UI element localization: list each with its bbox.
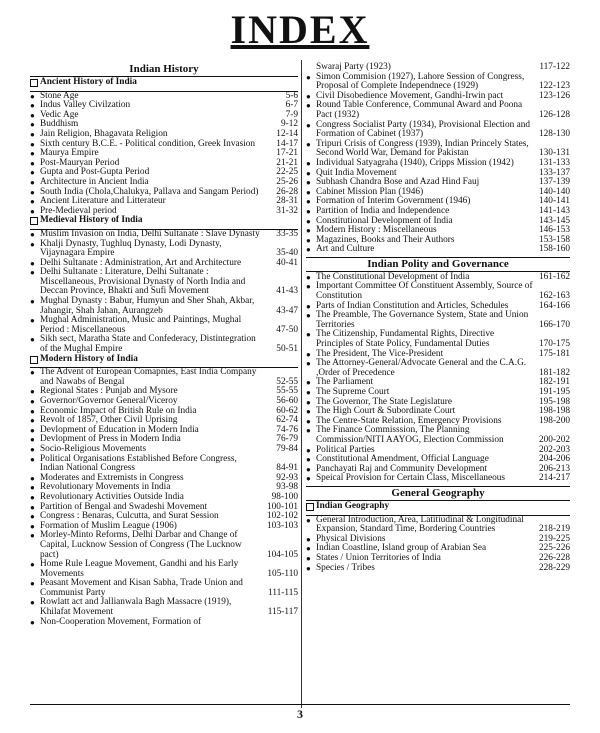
entry-pages: 133-137 bbox=[539, 167, 570, 178]
entry-pages: 122-123 bbox=[539, 81, 570, 92]
bullet-icon: ● bbox=[30, 492, 35, 502]
group-heading-label: Indian Geography bbox=[316, 500, 390, 511]
entry-pages: 153-158 bbox=[539, 234, 570, 245]
entry-text: Art and Culture bbox=[316, 244, 375, 255]
entry-pages: 56-60 bbox=[276, 396, 298, 406]
bullet-icon: ● bbox=[306, 388, 311, 397]
entry-pages: 131-133 bbox=[539, 157, 570, 168]
index-entry bbox=[30, 618, 298, 628]
entry-text: Mughal Administration, Music and Paintings, Mughal Period : Miscellaneous bbox=[40, 315, 242, 335]
bullet-icon: ● bbox=[30, 598, 35, 608]
bullet-icon: ● bbox=[306, 216, 311, 226]
bullet-icon: ● bbox=[30, 258, 35, 268]
bullet-icon: ● bbox=[30, 168, 35, 178]
bullet-icon: ● bbox=[306, 187, 311, 197]
entry-pages: 50-51 bbox=[276, 344, 298, 355]
entry-pages: 26-28 bbox=[276, 186, 298, 197]
entry-pages: 182-191 bbox=[539, 377, 570, 388]
checkbox-icon bbox=[306, 502, 316, 515]
index-entry bbox=[306, 516, 570, 535]
entry-pages: 128-130 bbox=[539, 129, 570, 140]
entry-text: The Citizenship, Fundamental Rights, Directive Principles of State Policy, Fundamental Duties bbox=[316, 329, 495, 350]
entry-pages: 100-101 bbox=[267, 501, 298, 512]
entry-pages: 175-181 bbox=[539, 348, 570, 359]
index-entry bbox=[30, 579, 298, 598]
index-entry bbox=[306, 564, 570, 574]
bullet-icon: ● bbox=[30, 560, 35, 570]
entry-text: Jain Religion, Bhagavata Religion bbox=[40, 128, 168, 139]
page-number: 3 bbox=[297, 707, 303, 721]
bullet-icon: ● bbox=[30, 483, 35, 493]
entry-pages: 140-140 bbox=[539, 186, 570, 197]
bullet-icon: ● bbox=[306, 282, 311, 292]
entry-text: Delhi Sultanate : Administration, Art and Architecture bbox=[40, 257, 242, 268]
entry-pages: 17-21 bbox=[276, 148, 298, 159]
index-entry bbox=[306, 140, 570, 159]
entry-pages: 105-110 bbox=[267, 568, 298, 579]
polity-entries bbox=[306, 273, 570, 484]
entry-pages: 41-43 bbox=[276, 286, 298, 297]
index-entry bbox=[306, 245, 570, 255]
entry-text: Peasant Movement and Kisan Sabha, Trade Union and Communist Party bbox=[40, 578, 243, 598]
entry-pages: 166-170 bbox=[539, 319, 570, 330]
section-title-polity: Indian Polity and Governance bbox=[306, 257, 570, 272]
entry-text: The Centre-State Relation, Emergency Provisions bbox=[316, 415, 502, 426]
index-entry bbox=[30, 268, 298, 297]
bullet-icon: ● bbox=[306, 168, 311, 178]
bullet-icon: ● bbox=[306, 544, 311, 554]
entry-text: Economic Impact of British Rule on India bbox=[40, 405, 197, 416]
entry-text: Panchayati Raj and Community Development bbox=[316, 463, 487, 474]
group-heading-label: Medieval History of India bbox=[40, 215, 143, 226]
section-title-geography: General Geography bbox=[306, 486, 570, 501]
entry-pages: 76-79 bbox=[276, 434, 298, 445]
entry-text: Partition of India and Independence bbox=[316, 205, 450, 216]
entry-text: Round Table Conference, Communal Award and Poona Pact (1932) bbox=[316, 100, 523, 120]
entry-text: Delhi Sultanate : Literature, Delhi Sultanate : Miscellaneous, Provisional Dynasty of North India and Deccan Province, Bhakti and Sufi Movement bbox=[40, 267, 246, 297]
entry-pages: 162-163 bbox=[539, 291, 570, 302]
bullet-icon: ● bbox=[30, 177, 35, 187]
entry-pages: 140-141 bbox=[539, 196, 570, 207]
index-entry bbox=[306, 359, 570, 378]
entry-text: States / Union Territories of India bbox=[316, 552, 441, 563]
entry-pages: 214-217 bbox=[539, 473, 570, 484]
page-title: INDEX bbox=[230, 7, 370, 52]
bullet-icon: ● bbox=[30, 206, 35, 216]
bullet-icon: ● bbox=[30, 129, 35, 139]
bullet-icon: ● bbox=[30, 316, 35, 326]
entry-text: Important Committee Of Constituent Assembly, Source of Constitution bbox=[316, 281, 533, 302]
bullet-icon: ● bbox=[30, 473, 35, 483]
entry-pages: 123-126 bbox=[539, 90, 570, 101]
entry-text: Khalji Dynasty, Tughluq Dynasty, Lodi Dynasty, Vijaynagara Empire bbox=[40, 238, 222, 259]
bullet-icon: ● bbox=[30, 425, 35, 435]
bullet-icon: ● bbox=[306, 515, 311, 525]
entry-pages: 181-182 bbox=[539, 367, 570, 378]
entry-pages: 43-47 bbox=[276, 305, 298, 316]
bullet-icon: ● bbox=[30, 521, 35, 531]
entry-text: Revolt of 1857, Other Civil Uprising bbox=[40, 415, 178, 426]
entry-text: Congress : Benaras, Culcutta, and Surat Session bbox=[40, 511, 219, 522]
entry-pages: 204-206 bbox=[539, 454, 570, 465]
bullet-icon: ● bbox=[306, 330, 311, 340]
entry-pages: 146-153 bbox=[539, 225, 570, 236]
entry-text: The Advent of European Comapnies, East India Company and Nawabs of Bengal bbox=[40, 367, 257, 387]
entry-pages: 111-115 bbox=[268, 587, 298, 598]
index-entry bbox=[30, 240, 298, 259]
entry-pages: 206-213 bbox=[539, 463, 570, 474]
bullet-icon: ● bbox=[30, 158, 35, 168]
entry-pages: 74-76 bbox=[276, 424, 298, 435]
entry-text: Constitutional Amendment, Official Language bbox=[316, 454, 489, 465]
bullet-icon: ● bbox=[30, 531, 35, 541]
entry-text: Stone Age bbox=[40, 90, 79, 101]
bullet-icon: ● bbox=[30, 229, 35, 239]
entry-text: Speical Provision for Certain Class, Miscellaneous bbox=[316, 473, 506, 484]
bullet-icon: ● bbox=[306, 455, 311, 465]
bullet-icon: ● bbox=[30, 368, 35, 378]
entry-text: Ancient Literature and Litterateur bbox=[40, 196, 166, 207]
entry-pages: 198-200 bbox=[539, 415, 570, 426]
checkbox-icon bbox=[30, 78, 40, 91]
entry-pages: 191-195 bbox=[539, 387, 570, 397]
bullet-icon: ● bbox=[306, 397, 311, 407]
entry-pages: 102-102 bbox=[267, 511, 298, 522]
entry-pages: 40-41 bbox=[276, 257, 298, 268]
entry-text: South India (Chola,Chalukya, Pallava and Sangam Period) bbox=[40, 186, 259, 197]
index-entry bbox=[306, 330, 570, 349]
entry-text: Physical Divisions bbox=[316, 533, 386, 544]
entry-pages: 218-219 bbox=[539, 524, 570, 535]
entry-text: The Finance Commisssion, The Planning Commission/NITI AAYOG, Election Commission bbox=[316, 425, 504, 445]
bullet-icon: ● bbox=[306, 445, 311, 455]
bullet-icon: ● bbox=[30, 617, 35, 627]
bullet-icon: ● bbox=[306, 197, 311, 207]
bullet-icon: ● bbox=[30, 239, 35, 249]
group-heading-label: Ancient History of India bbox=[40, 77, 137, 87]
entry-text: The President, The Vice-President bbox=[316, 348, 444, 359]
group-heading bbox=[30, 78, 298, 92]
bullet-icon: ● bbox=[306, 206, 311, 216]
entry-text: Muslim Invasion on India, Delhi Sultanate : Slave Dynasty bbox=[40, 228, 260, 239]
left-column bbox=[30, 63, 298, 627]
entry-text: Subhash Chandra Bose and Azad Hind Fauj bbox=[316, 177, 480, 188]
entry-pages: 6-7 bbox=[285, 100, 298, 111]
entry-text: Simon Commision (1927), Lahore Session of Congress, Proposal of Complete Independnece (1929) bbox=[316, 71, 525, 92]
entry-text: Pre-Medieval period bbox=[40, 205, 117, 216]
index-entry bbox=[30, 316, 298, 335]
bullet-icon: ● bbox=[306, 272, 311, 282]
continued-entries bbox=[306, 63, 570, 255]
entry-pages: 79-84 bbox=[276, 443, 298, 454]
bullet-icon: ● bbox=[306, 301, 311, 311]
entry-text: Species / Tribes bbox=[316, 562, 375, 573]
bullet-icon: ● bbox=[306, 235, 311, 245]
footer-rule bbox=[30, 704, 570, 705]
entry-text: Vedic Age bbox=[40, 109, 79, 120]
bullet-icon: ● bbox=[30, 444, 35, 454]
bullet-icon: ● bbox=[30, 268, 35, 278]
entry-pages: 47-50 bbox=[276, 324, 298, 335]
entry-pages: 33-35 bbox=[276, 228, 298, 239]
checkbox-icon bbox=[30, 216, 40, 229]
bullet-icon: ● bbox=[30, 139, 35, 149]
bullet-icon: ● bbox=[30, 101, 35, 111]
entry-pages: 98-100 bbox=[271, 491, 298, 502]
entry-pages: 103-103 bbox=[267, 520, 298, 531]
entry-text: The Governor, The State Legislature bbox=[316, 396, 453, 407]
left-groups bbox=[30, 78, 298, 627]
bullet-icon: ● bbox=[30, 187, 35, 197]
bullet-icon: ● bbox=[306, 534, 311, 544]
entry-pages: 161-162 bbox=[539, 271, 570, 282]
entry-pages: 115-117 bbox=[267, 607, 298, 618]
entry-pages: 200-202 bbox=[539, 434, 570, 445]
entry-pages: 7-9 bbox=[285, 109, 298, 120]
entry-text: Non-Cooperation Movement, Formation of bbox=[40, 616, 202, 627]
index-entry bbox=[30, 368, 298, 387]
bullet-icon: ● bbox=[30, 387, 35, 397]
entry-text: Home Rule League Movement, Gandhi and his Early Movements bbox=[40, 559, 239, 579]
bullet-icon: ● bbox=[306, 245, 311, 255]
entry-text: Civil Disobedience Movement, Gandhi-Irwin pact bbox=[316, 90, 504, 101]
entry-text: Morley-Minto Reforms, Delhi Darbar and Change of Capital, Lucknow Session of Congress (The Lucknow pact) bbox=[40, 530, 242, 560]
bullet-icon: ● bbox=[306, 91, 311, 101]
bullet-icon: ● bbox=[306, 158, 311, 168]
entry-pages: 104-105 bbox=[267, 549, 298, 560]
group-heading bbox=[30, 216, 298, 230]
entry-text: Partition of Bengal and Swadeshi Movement bbox=[40, 501, 208, 512]
entry-text: Devlopment of Press in Modern India bbox=[40, 434, 181, 445]
entry-pages: 117-122 bbox=[539, 62, 570, 72]
bullet-icon: ● bbox=[306, 378, 311, 388]
entry-pages: 21-21 bbox=[276, 157, 298, 168]
entry-text: Maurya Empire bbox=[40, 148, 99, 159]
entry-text: Political Parties bbox=[316, 444, 375, 455]
entry-pages: 60-62 bbox=[276, 405, 298, 416]
index-entry bbox=[30, 335, 298, 354]
entry-pages: 226-228 bbox=[539, 552, 570, 563]
bullet-icon: ● bbox=[30, 120, 35, 130]
bullet-icon: ● bbox=[306, 474, 311, 484]
entry-text: Individual Satyagraha (1940), Cripps Mission (1942) bbox=[316, 157, 514, 168]
entry-pages: 12-14 bbox=[276, 128, 298, 139]
bullet-icon: ● bbox=[30, 435, 35, 445]
entry-text: Moderates and Extremists in Congress bbox=[40, 472, 184, 483]
bullet-icon: ● bbox=[30, 397, 35, 406]
bullet-icon: ● bbox=[306, 416, 311, 426]
bullet-icon: ● bbox=[30, 406, 35, 416]
section-title-indian-history: Indian History bbox=[30, 63, 298, 77]
entry-pages: 31-32 bbox=[276, 205, 298, 216]
entry-text: Sikh sect, Maratha State and Confederacy, Distintegration of the Mughal Empire bbox=[40, 334, 256, 355]
entry-text: The Attorney-General/Advocate General and the C.A.G. ,Order of Precedence bbox=[316, 358, 527, 378]
bullet-icon: ● bbox=[30, 197, 35, 207]
index-entry bbox=[306, 101, 570, 120]
entry-pages: 158-160 bbox=[539, 244, 570, 255]
entry-pages: 28-31 bbox=[276, 196, 298, 207]
entry-text: The Preamble, The Governance System, State and Union Territories bbox=[316, 310, 529, 330]
entry-text: Architecture in Ancient India bbox=[40, 176, 149, 187]
entry-text: Revolutionary Activities Outside India bbox=[40, 491, 184, 502]
entry-pages: 52-55 bbox=[276, 376, 298, 387]
bullet-icon: ● bbox=[30, 297, 35, 307]
entry-text: Rowlatt act and Jallianwala Bagh Massacre (1919), Khilafat Movement bbox=[40, 597, 232, 618]
entry-pages: 137-139 bbox=[539, 177, 570, 188]
index-entry bbox=[30, 598, 298, 617]
entry-text: Regional States : Punjab and Mysore bbox=[40, 386, 178, 397]
bullet-icon: ● bbox=[30, 454, 35, 464]
entry-pages: 84-91 bbox=[276, 463, 298, 474]
entry-text: Magazines, Books and Their Authors bbox=[316, 234, 455, 245]
entry-pages: 55-55 bbox=[276, 386, 298, 397]
entry-pages: 143-145 bbox=[539, 215, 570, 226]
index-entry bbox=[30, 531, 298, 560]
entry-pages: 92-93 bbox=[276, 472, 298, 483]
entry-text: Indian Coastline, Island group of Arabian Sea bbox=[316, 543, 487, 554]
entry-text: The Constitutional Development of India bbox=[316, 271, 470, 282]
bullet-icon: ● bbox=[30, 512, 35, 522]
index-entry bbox=[306, 426, 570, 445]
entry-pages: 164-166 bbox=[539, 300, 570, 311]
bullet-icon: ● bbox=[306, 226, 311, 236]
index-entry bbox=[306, 282, 570, 301]
bullet-icon: ● bbox=[306, 464, 311, 474]
right-column bbox=[306, 63, 570, 573]
entry-text: Sixth century B.C.E. - Political condition, Greek Invasion bbox=[40, 138, 256, 149]
entry-text: Post-Mauryan Period bbox=[40, 157, 120, 168]
entry-text: Formation of Interim Government (1946) bbox=[316, 196, 471, 207]
entry-text: The High Court & Subordinate Court bbox=[316, 406, 456, 417]
bullet-icon: ● bbox=[306, 359, 311, 369]
entry-pages: 202-203 bbox=[539, 444, 570, 455]
bullet-icon: ● bbox=[306, 563, 311, 573]
index-entry bbox=[306, 474, 570, 484]
entry-text: Mughal Dynasty : Babur, Humyun and Sher Shah, Akbar, Jahangir, Shah Jahan, Aurangzeb bbox=[40, 296, 255, 316]
bullet-icon: ● bbox=[306, 311, 311, 321]
entry-pages: 93-98 bbox=[276, 482, 298, 493]
entry-pages: 5-6 bbox=[285, 90, 298, 101]
index-entry bbox=[306, 121, 570, 140]
bullet-icon: ● bbox=[306, 139, 311, 149]
entry-text: Governor/Governor General/Viceroy bbox=[40, 396, 178, 406]
entry-text: Socio-Religious Movements bbox=[40, 443, 147, 454]
entry-text: Quit India Movement bbox=[316, 167, 397, 178]
bullet-icon: ● bbox=[306, 426, 311, 436]
entry-text: Constitutional Development of India bbox=[316, 215, 453, 226]
geography-entries bbox=[306, 516, 570, 574]
bullet-icon: ● bbox=[306, 553, 311, 563]
index-entry bbox=[306, 73, 570, 92]
entry-text: The Supreme Court bbox=[316, 387, 390, 397]
entry-text: Gupta and Post-Gupta Period bbox=[40, 167, 150, 178]
group-heading-label: Modern History of India bbox=[40, 353, 138, 364]
entry-pages: 62-74 bbox=[276, 415, 298, 426]
entry-pages: 35-40 bbox=[276, 248, 298, 259]
entry-pages: 228-229 bbox=[539, 562, 570, 573]
entry-pages: 195-198 bbox=[539, 396, 570, 407]
index-entry bbox=[30, 455, 298, 474]
entry-text: Cabinet Mission Plan (1946) bbox=[316, 186, 424, 197]
entry-text: Revolutionary Movements in India bbox=[40, 482, 171, 493]
entry-pages: 126-128 bbox=[539, 109, 570, 120]
bullet-icon: ● bbox=[306, 72, 311, 82]
bullet-icon: ● bbox=[30, 110, 35, 120]
entry-text: Congress Socialist Party (1934), Provisional Election and Formation of Cabinet (1937) bbox=[316, 119, 531, 140]
bullet-icon: ● bbox=[30, 335, 35, 345]
index-entry bbox=[306, 311, 570, 330]
entry-pages: 198-198 bbox=[539, 406, 570, 417]
entry-text: Devlopment of Education in Modern India bbox=[40, 424, 199, 435]
entry-pages: 25-26 bbox=[276, 176, 298, 187]
bullet-icon: ● bbox=[306, 101, 311, 111]
entry-pages: 219-225 bbox=[539, 533, 570, 544]
entry-text: Modern History : Miscellaneous bbox=[316, 225, 437, 236]
group-heading-indian-geography bbox=[306, 502, 570, 516]
bullet-icon: ● bbox=[306, 178, 311, 188]
checkbox-icon bbox=[30, 355, 40, 368]
bullet-icon: ● bbox=[30, 149, 35, 159]
bullet-icon: ● bbox=[30, 502, 35, 512]
index-entry bbox=[30, 560, 298, 579]
index-entry bbox=[30, 297, 298, 316]
entry-text: Swaraj Party (1923) bbox=[316, 62, 391, 72]
entry-pages: 225-226 bbox=[539, 543, 570, 554]
entry-pages: 141-143 bbox=[539, 205, 570, 216]
entry-text: Indus Valley Civilzation bbox=[40, 100, 131, 111]
entry-pages: 22-25 bbox=[276, 167, 298, 178]
entry-pages: 170-175 bbox=[539, 339, 570, 350]
entry-pages: 9-12 bbox=[280, 119, 298, 130]
entry-text: Parts of Indian Constitution and Articles, Schedules bbox=[316, 300, 509, 311]
entry-text: Buddhism bbox=[40, 119, 79, 130]
column-divider bbox=[301, 60, 302, 708]
entry-text: General Introduction, Area, Latitiudinal & Longitudinal Expansion, Standard Time, Bordering Countries bbox=[316, 514, 524, 535]
bullet-icon: ● bbox=[30, 579, 35, 589]
bullet-icon: ● bbox=[306, 349, 311, 359]
entry-text: The Parliament bbox=[316, 377, 374, 388]
entry-text: Tripuri Crisis of Congress (1939), Indian Princely States, Second World War, Demand for Pakistan bbox=[316, 138, 529, 159]
bullet-icon: ● bbox=[30, 91, 35, 101]
bullet-icon: ● bbox=[306, 407, 311, 417]
entry-pages: 130-131 bbox=[539, 148, 570, 159]
bullet-icon: ● bbox=[306, 120, 311, 130]
bullet-icon: ● bbox=[30, 416, 35, 426]
entry-text: Formation of Muslim League (1906) bbox=[40, 520, 177, 531]
entry-pages: 14-17 bbox=[276, 138, 298, 149]
entry-text: Political Organisations Established Before Congress, Indian National Congress bbox=[40, 453, 237, 474]
